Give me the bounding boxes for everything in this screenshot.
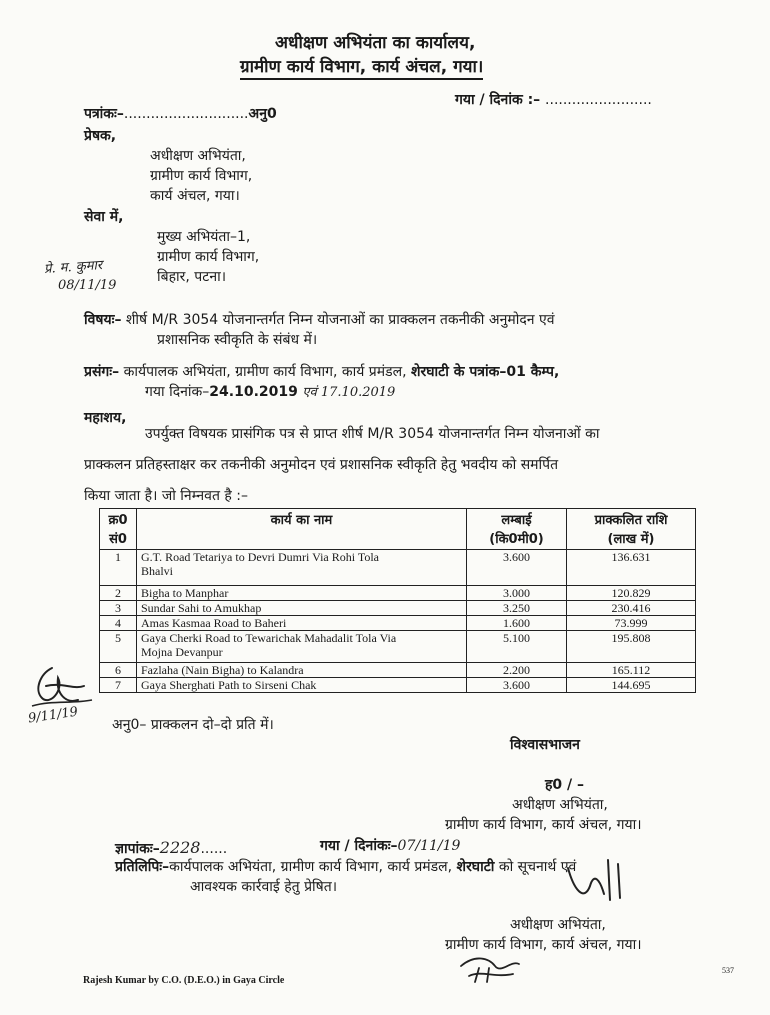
- body-line: प्राक्कलन प्रतिहस्ताक्षर कर तकनीकी अनुमोदन एवं प्रशासनिक स्वीकृति हेतु भवदीय को समर्पित: [84, 457, 559, 473]
- letter-number: पत्रांकः–............................अनु0: [84, 106, 277, 122]
- cell-sn: 7: [100, 678, 137, 693]
- copy-line: प्रतिलिपिः–कार्यपालक अभियंता, ग्रामीण कार्य विभाग, कार्य प्रमंडल, शेरघाटी को सूचनार्थ एवं: [115, 859, 577, 875]
- table-row: [100, 601, 696, 616]
- cell-length: 3.600: [467, 678, 567, 693]
- cell-amount: 136.631: [567, 550, 696, 586]
- cell-name: Gaya Cherki Road to Tewarichak Mahadalit Tola Via Mojna Devanpur: [137, 631, 467, 663]
- cell-amount: 120.829: [567, 586, 696, 601]
- cell-sn: 4: [100, 616, 137, 631]
- cell-amount: 144.695: [567, 678, 696, 693]
- cell-amount: 230.416: [567, 601, 696, 616]
- signature-designation: अधीक्षण अभियंता,: [512, 797, 608, 813]
- cell-length: 5.100: [467, 631, 567, 663]
- table-row: [100, 616, 696, 631]
- cell-length: 2.200: [467, 663, 567, 678]
- col-header-sn: क्र0 सं0: [100, 509, 137, 550]
- cell-amount: 165.112: [567, 663, 696, 678]
- body-line: किया जाता है। जो निम्नवत है :–: [84, 488, 248, 504]
- reference-date: गया दिनांक–24.10.2019 एवं 17.10.2019: [145, 384, 396, 400]
- signature2-designation: अधीक्षण अभियंता,: [510, 917, 606, 933]
- body-line: उपर्युक्त विषयक प्रासंगिक पत्र से प्राप्त शीर्ष M/R 3054 योजनान्तर्गत निम्न योजनाओं का: [145, 426, 600, 442]
- sender-line: ग्रामीण कार्य विभाग,: [150, 168, 253, 184]
- cell-length: 1.600: [467, 616, 567, 631]
- subject: विषयः– शीर्ष M/R 3054 योजनान्तर्गत निम्न योजनाओं का प्राक्कलन तकनीकी अनुमोदन एवं: [84, 312, 555, 328]
- salutation: महाशय,: [84, 410, 127, 426]
- col-header-amount: प्राक्कलित राशि (लाख में): [567, 509, 696, 550]
- col-header-name: कार्य का नाम: [137, 509, 467, 550]
- sender-label: प्रेषक,: [84, 128, 117, 144]
- margin-note-date: 08/11/19: [58, 278, 117, 293]
- cell-length: 3.250: [467, 601, 567, 616]
- cell-sn: 5: [100, 631, 137, 663]
- table-row: [100, 631, 696, 663]
- margin-note-name: प्रे. म. कुमार: [43, 257, 103, 278]
- table-row: [100, 663, 696, 678]
- col-header-length: लम्बाई (कि0मी0): [467, 509, 567, 550]
- reference: प्रसंगः– कार्यपालक अभियंता, ग्रामीण कार्य विभाग, कार्य प्रमंडल, शेरघाटी के पत्रांक–01 कैम्प,: [84, 364, 560, 380]
- table-row: [100, 678, 696, 693]
- recipient-label: सेवा में,: [84, 209, 124, 225]
- cell-sn: 1: [100, 550, 137, 586]
- recipient-line: बिहार, पटना।: [157, 269, 227, 285]
- bottom-signature: [455, 950, 525, 988]
- cell-name: Bigha to Manphar: [137, 586, 467, 601]
- memo-date: गया / दिनांकः–07/11/19: [320, 838, 461, 854]
- initials-date: 9/11/19: [27, 704, 79, 727]
- subject-cont: प्रशासनिक स्वीकृति के संबंध में।: [157, 332, 318, 348]
- copy-line-cont: आवश्यक कार्रवाई हेतु प्रेषित।: [190, 879, 338, 895]
- closing: विश्वासभाजन: [510, 737, 580, 753]
- works-table: [99, 508, 696, 693]
- office-title: अधीक्षण अभियंता का कार्यालय,: [275, 33, 476, 53]
- cell-length: 3.600: [467, 550, 567, 586]
- sender-line: कार्य अंचल, गया।: [150, 188, 240, 204]
- recipient-line: मुख्य अभियंता–1,: [157, 229, 251, 245]
- initials-signature: [22, 660, 100, 740]
- cell-amount: 73.999: [567, 616, 696, 631]
- office-subtitle: ग्रामीण कार्य विभाग, कार्य अंचल, गया।: [240, 54, 483, 77]
- cell-amount: 195.808: [567, 631, 696, 663]
- sender-line: अधीक्षण अभियंता,: [150, 148, 246, 164]
- place-date: गया / दिनांक :– ........................: [455, 92, 652, 108]
- memo-number: ज्ञापांकः–2228......: [115, 838, 228, 857]
- cell-name: Sundar Sahi to Amukhap: [137, 601, 467, 616]
- table-row: [100, 550, 696, 586]
- recipient-line: ग्रामीण कार्य विभाग,: [157, 249, 260, 265]
- enclosure: अनु0– प्राक्कलन दो–दो प्रति में।: [112, 717, 274, 733]
- table-row: [100, 586, 696, 601]
- cell-name: Amas Kasmaa Road to Baheri: [137, 616, 467, 631]
- footer-note: Rajesh Kumar by C.O. (D.E.O.) in Gaya Circle: [83, 975, 285, 986]
- cell-sn: 2: [100, 586, 137, 601]
- cell-sn: 3: [100, 601, 137, 616]
- cell-name: Gaya Sherghati Path to Sirseni Chak: [137, 678, 467, 693]
- table-header-row: [100, 509, 696, 550]
- cell-sn: 6: [100, 663, 137, 678]
- signature-office: ग्रामीण कार्य विभाग, कार्य अंचल, गया।: [445, 817, 642, 833]
- page-number: 537: [722, 966, 734, 975]
- cell-name: Fazlaha (Nain Bigha) to Kalandra: [137, 663, 467, 678]
- signature-h: ह0 / –: [545, 777, 585, 793]
- cell-name: G.T. Road Tetariya to Devri Dumri Via Rohi Tola Bhalvi: [137, 550, 467, 586]
- signature-scribble: [560, 850, 630, 910]
- cell-length: 3.000: [467, 586, 567, 601]
- signature2-office: ग्रामीण कार्य विभाग, कार्य अंचल, गया।: [445, 937, 642, 953]
